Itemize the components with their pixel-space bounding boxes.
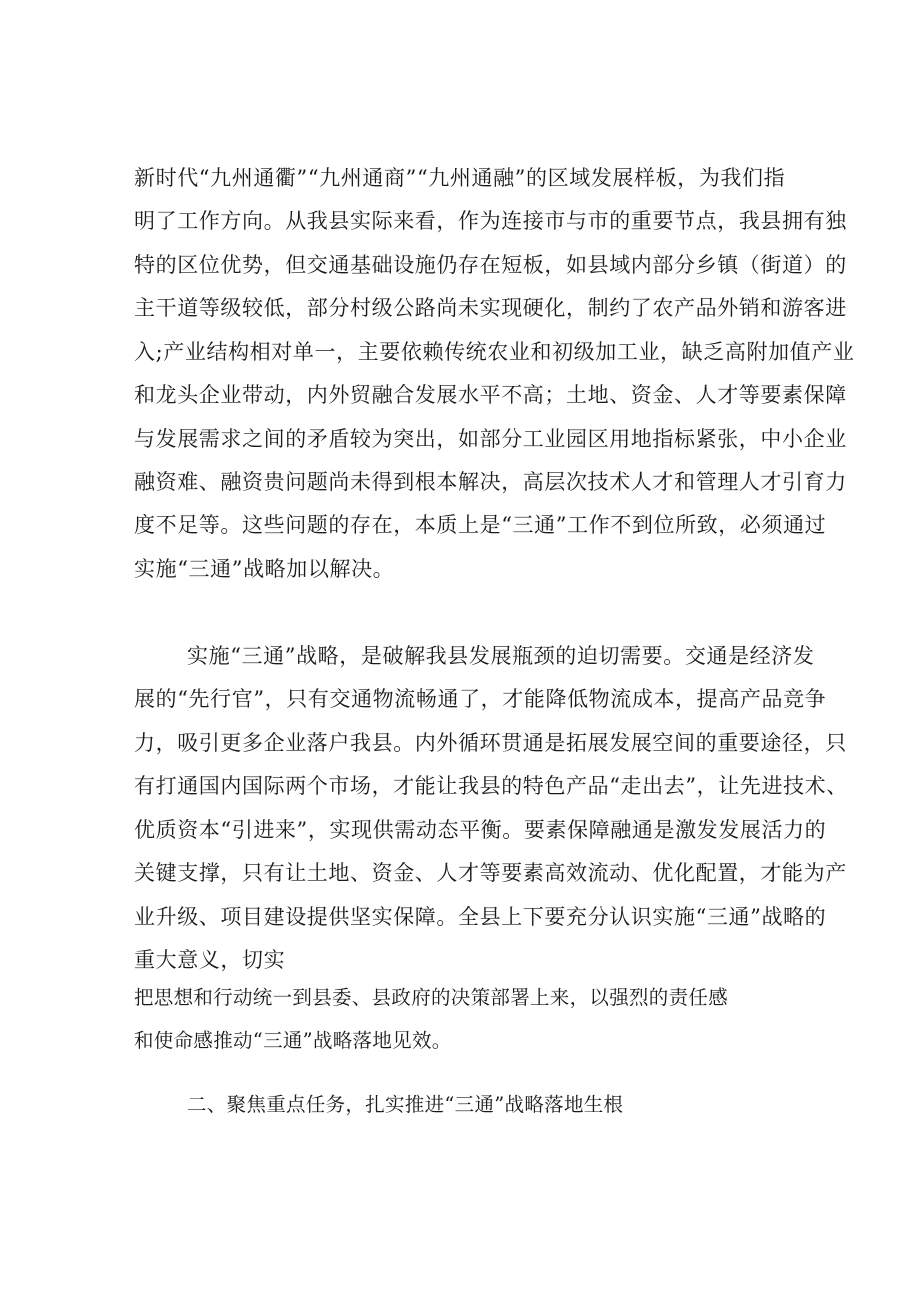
paragraph-line: 重大意义，切实 (134, 948, 286, 972)
section-heading: 二、聚焦重点任务，扎实推进“三通”战略落地生根 (187, 1093, 624, 1116)
paragraph-line: 主干道等级较低，部分村级公路尚未实现硬化，制约了农产品外销和游客进 (134, 296, 847, 320)
paragraph-line: 有打通国内国际两个市场，才能让我县的特色产品“走出去”，让先进技术、 (134, 774, 848, 798)
paragraph-line: 力，吸引更多企业落户我县。内外循环贯通是拓展发展空间的重要途径，只 (134, 731, 847, 755)
paragraph-line: 实施“三通”战略加以解决。 (134, 557, 395, 581)
paragraph-line: 融资难、融资贵问题尚未得到根本解决，高层次技术人才和管理人才引育力 (134, 470, 847, 494)
paragraph-line: 和使命感推动“三通”战略落地见效。 (134, 1029, 452, 1052)
paragraph-line: 和龙头企业带动，内外贸融合发展水平不高；土地、资金、人才等要素保障 (134, 383, 847, 407)
paragraph-line: 与发展需求之间的矛盾较为突出，如部分工业园区用地指标紧张，中小企业 (134, 427, 847, 451)
paragraph-line: 关键支撑，只有让土地、资金、人才等要素高效流动、优化配置，才能为产 (134, 861, 847, 885)
paragraph-line: 度不足等。这些问题的存在，本质上是“三通”工作不到位所致，必须通过 (134, 513, 827, 537)
paragraph-line: 实施“三通”战略，是破解我县发展瓶颈的迫切需要。交通是经济发 (187, 644, 815, 668)
paragraph-line: 优质资本“引进来”，实现供需动态平衡。要素保障融通是激发发展活力的 (134, 818, 827, 842)
paragraph-line: 明了工作方向。从我县实际来看，作为连接市与市的重要节点，我县拥有独 (134, 209, 847, 233)
paragraph-line: 把思想和行动统一到县委、县政府的决策部署上来，以强烈的责任感 (134, 986, 729, 1009)
paragraph-line: 新时代“九州通衢”“九州通商”“九州通融”的区域发展样板，为我们指 (134, 166, 786, 190)
paragraph-line: 特的区位优势，但交通基础设施仍存在短板，如县域内部分乡镇（街道）的 (134, 253, 847, 277)
paragraph-line: 业升级、项目建设提供坚实保障。全县上下要充分认识实施“三通”战略的 (134, 905, 827, 929)
paragraph-line: 展的“先行官”，只有交通物流畅通了，才能降低物流成本，提高产品竞争 (134, 687, 827, 711)
paragraph-line: 入;产业结构相对单一，主要依赖传统农业和初级加工业，缺乏高附加值产业 (134, 340, 855, 364)
